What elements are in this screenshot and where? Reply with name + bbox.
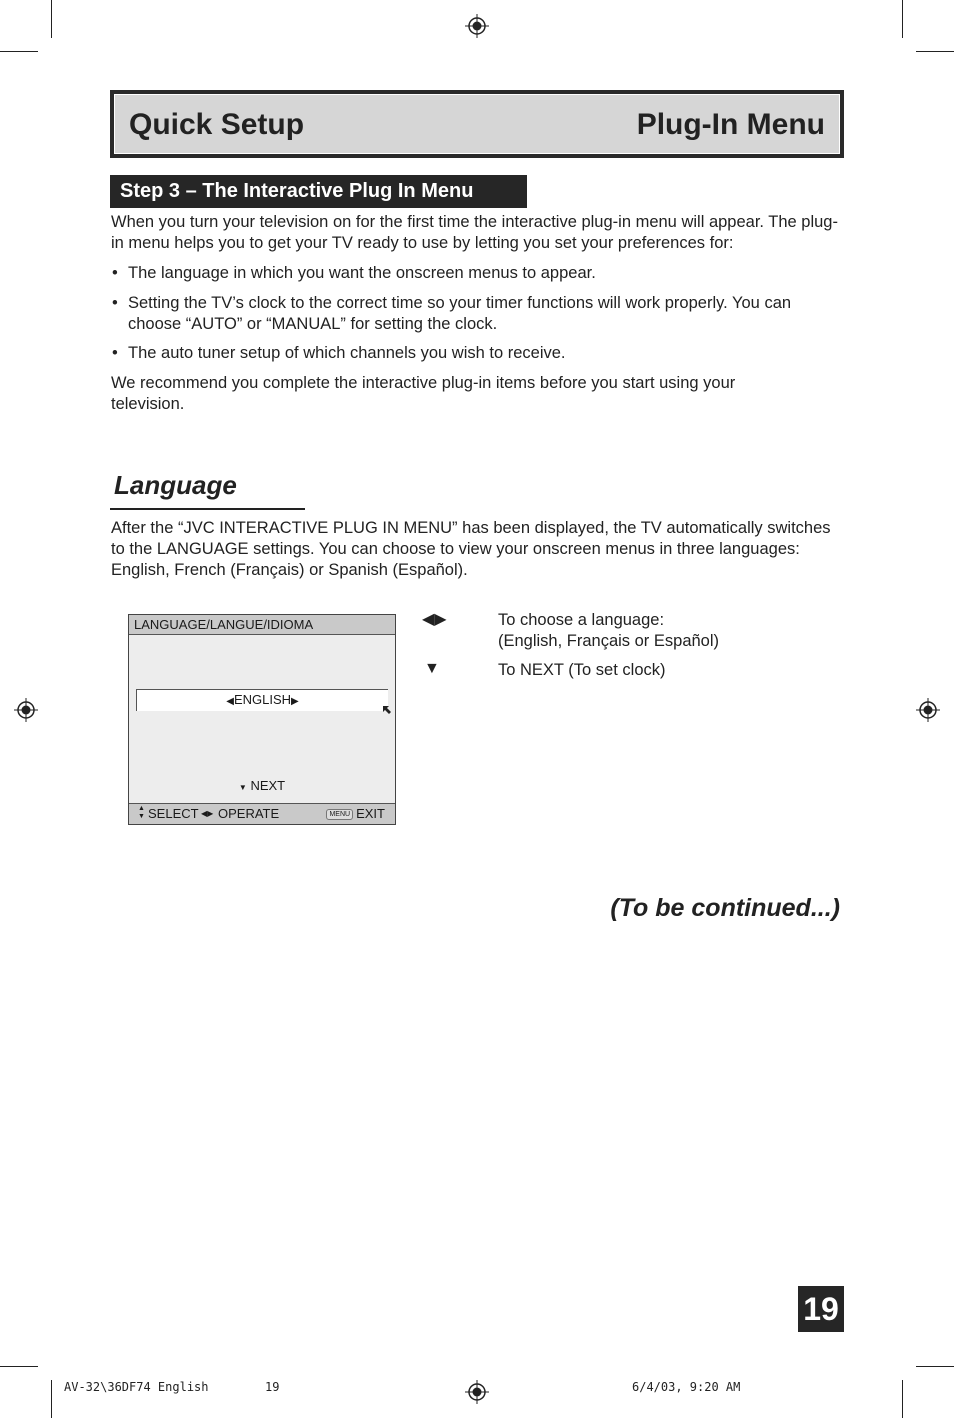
down-triangle-icon: ▼ (238, 783, 247, 792)
instruction-text: (English, Français or Español) (498, 632, 720, 650)
step-heading: Step 3 – The Interactive Plug In Menu (110, 175, 527, 208)
registration-mark-icon (916, 698, 940, 722)
list-item-text: The auto tuner setup of which channels you wish to receive. (128, 344, 566, 362)
continued-note: (To be continued...) (610, 894, 840, 922)
exit-hint (326, 804, 385, 824)
left-arrow-icon: ◀ (226, 696, 234, 707)
bullet-dot: • (112, 264, 118, 282)
crop-mark (51, 1380, 52, 1418)
menu-key-icon: MENU (326, 809, 353, 820)
bullet-dot: • (112, 294, 118, 312)
up-down-arrows-icon: ▲ ▼ (138, 805, 145, 820)
select-label: SELECT (148, 806, 199, 821)
registration-mark-icon (465, 14, 489, 38)
language-paragraph: After the “JVC INTERACTIVE PLUG IN MENU” has been displayed, the TV automatically switches to the LANGUAGE settings. You can choose to view your onscreen menus in three languages: English, French (Français) or Spanish (Español). (111, 519, 831, 579)
language-selector (136, 689, 388, 711)
next-label: NEXT (250, 778, 286, 793)
page-title: Plug-In Menu (636, 108, 825, 141)
crop-mark (916, 51, 954, 52)
page-number: 19 (798, 1286, 844, 1332)
page-header (110, 90, 844, 158)
page-header-panel (114, 94, 840, 154)
instruction-text: To NEXT (To set clock) (498, 661, 666, 679)
crop-mark (51, 0, 52, 38)
registration-mark-icon (14, 698, 38, 722)
crop-mark (0, 1366, 38, 1367)
crop-mark (902, 0, 903, 38)
left-right-arrows-icon: ◀▶ (422, 611, 447, 628)
language-heading: Language (114, 470, 237, 500)
exit-label: EXIT (356, 806, 385, 821)
recommend-paragraph: We recommend you complete the interactive plug-in items before you start using your television. (111, 374, 736, 413)
tv-menu-footer (129, 803, 395, 824)
cursor-arrow-icon (382, 705, 392, 715)
down-arrow-icon: ▼ (424, 660, 440, 677)
list-item-text: Setting the TV’s clock to the correct time so your timer functions will work properly. You can choose “AUTO” or “MANUAL” for setting the clock. (128, 294, 792, 333)
tv-screen-illustration (128, 614, 396, 825)
bullet-dot: • (112, 344, 118, 362)
heading-underline (110, 508, 305, 510)
tv-menu-title: LANGUAGE/LANGUE/IDIOMA (129, 615, 395, 635)
footer-filename: AV-32\36DF74 English (64, 1380, 209, 1394)
crop-mark (0, 51, 38, 52)
operate-label: OPERATE (218, 806, 280, 821)
language-value: ENGLISH (233, 692, 292, 707)
crop-mark (916, 1366, 954, 1367)
list-item-text: The language in which you want the onscreen menus to appear. (128, 264, 596, 282)
tv-next-hint (129, 778, 395, 793)
instruction-text: To choose a language: (498, 611, 665, 629)
section-title: Quick Setup (129, 108, 305, 141)
crop-mark (902, 1380, 903, 1418)
footer-timestamp: 6/4/03, 9:20 AM (632, 1380, 741, 1394)
intro-paragraph: When you turn your television on for the first time the interactive plug-in menu will appear. The plug-in menu helps you to get your TV ready to use by letting you set your preferences for: (111, 213, 838, 252)
right-arrow-icon: ▶ (291, 696, 299, 707)
left-right-arrows-icon: ◀▶ (201, 809, 214, 818)
footer-page: 19 (265, 1380, 280, 1394)
registration-mark-icon (465, 1380, 489, 1404)
